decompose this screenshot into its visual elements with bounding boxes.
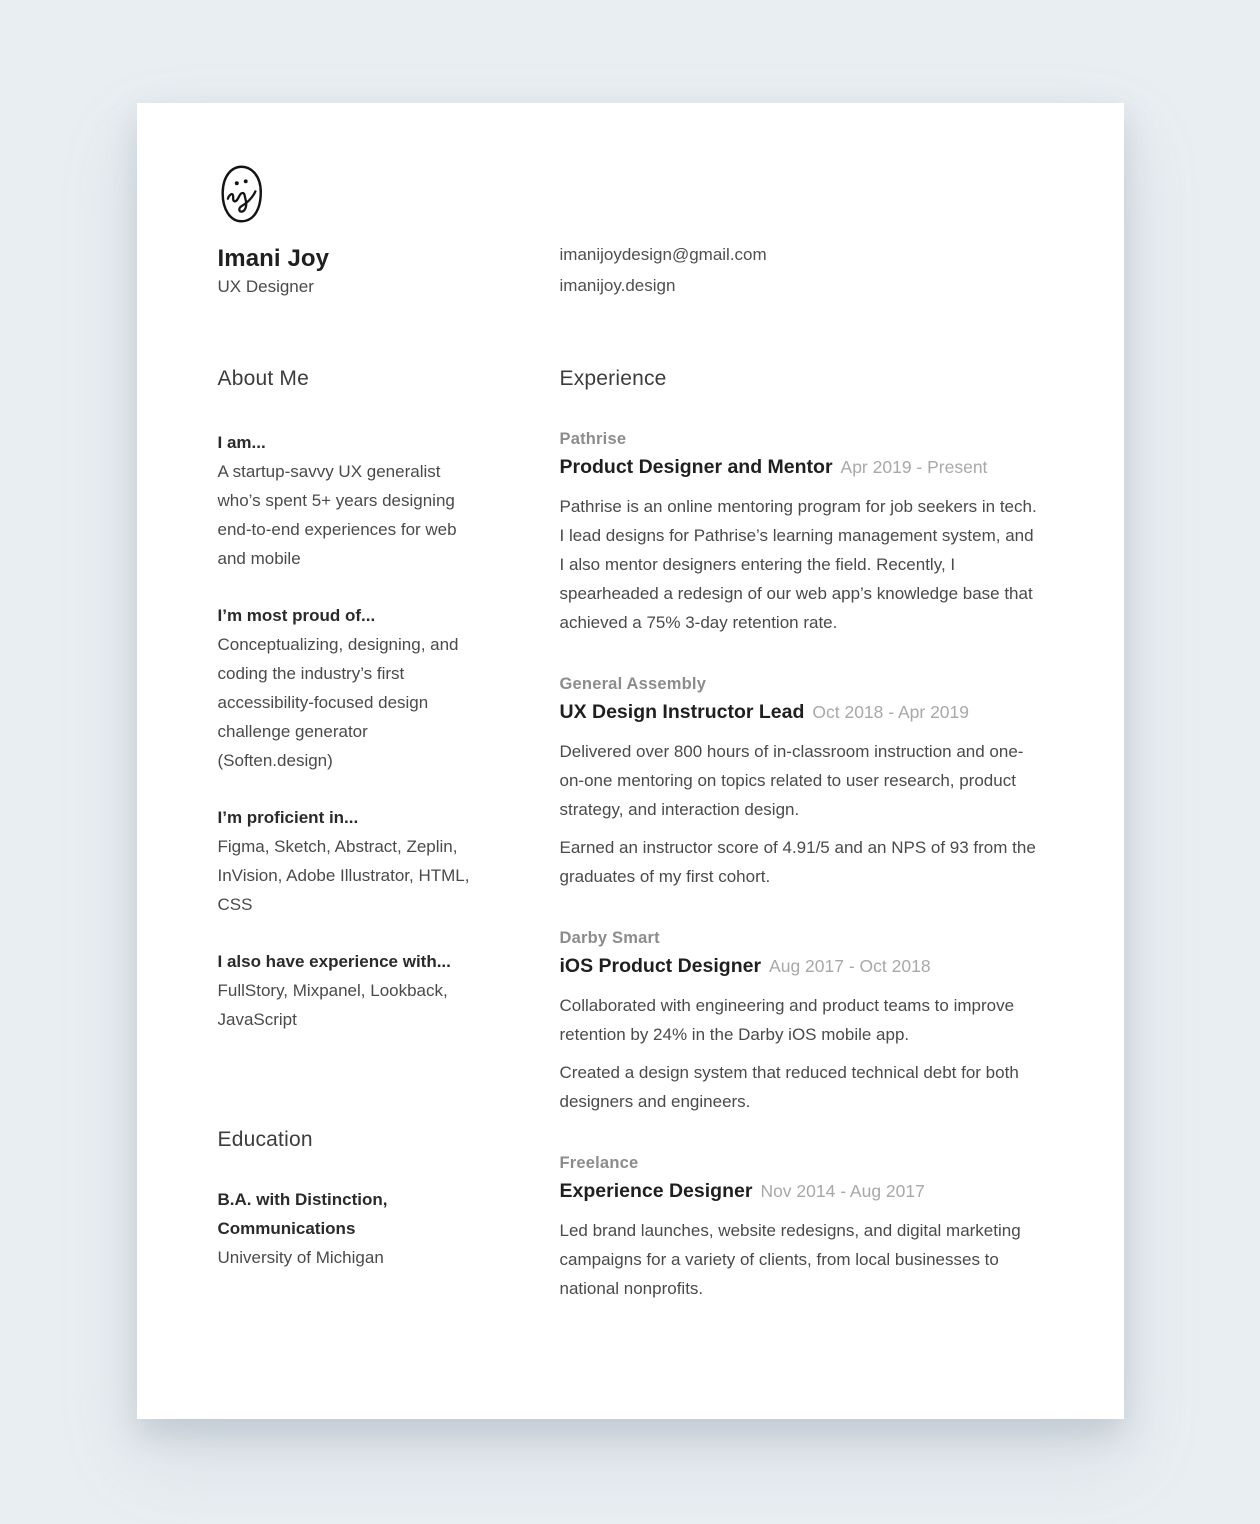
job-entry-darby-smart <box>560 927 1043 1116</box>
right-column <box>560 365 1043 1339</box>
job-entry-general-assembly <box>560 673 1043 891</box>
job-role-line <box>560 1178 1043 1206</box>
education-entry <box>218 1185 488 1272</box>
education-heading: Education <box>217 1128 313 1152</box>
about-me-heading: About Me <box>217 367 309 391</box>
job-description: Pathrise is an online mentoring program for job seekers in tech. I lead designs for Pathrise’s learning management system, and I also mentor designers entering the field. Recently, I spearheaded a redesign of our web app’s knowledge base that achieved a 75% 3-day retention rate. <box>559 497 1037 633</box>
job-description: Collaborated with engineering and product teams to improve retention by 24% in the Darby iOS mobile app. <box>559 996 1015 1045</box>
about-item-i-am <box>218 428 488 573</box>
job-description: Led brand launches, website redesigns, and digital marketing campaigns for a variety of clients, from local businesses to national nonprofits. <box>559 1221 1021 1299</box>
contact-email: imanijoydesign@gmail.com <box>559 245 767 265</box>
contact-website: imanijoy.design <box>559 276 676 296</box>
about-item-experience-with <box>218 947 488 1034</box>
job-role: Experience Designer <box>559 1180 753 1203</box>
job-role: Product Designer and Mentor <box>559 456 833 479</box>
person-name: Imani Joy <box>217 245 330 272</box>
job-role: UX Design Instructor Lead <box>559 701 805 724</box>
job-dates: Oct 2018 - Apr 2019 <box>812 702 970 723</box>
about-item-text: FullStory, Mixpanel, Lookback, JavaScript <box>217 981 448 1030</box>
about-item-proficient-in <box>218 803 488 919</box>
resume-header <box>218 163 1043 301</box>
job-role: iOS Product Designer <box>559 955 762 978</box>
education-school: University of Michigan <box>217 1248 384 1268</box>
job-company: Darby Smart <box>559 929 660 948</box>
job-company: Freelance <box>559 1154 639 1173</box>
about-item-label: I’m most proud of... <box>217 606 376 626</box>
about-item-label: I am... <box>217 433 266 453</box>
contact-block <box>560 239 1043 301</box>
job-description: Earned an instructor score of 4.91/5 and an NPS of 93 from the graduates of my first cohort. <box>559 838 1036 887</box>
about-item-text: Figma, Sketch, Abstract, Zeplin, InVision, Adobe Illustrator, HTML, CSS <box>217 837 470 915</box>
resume-body <box>218 365 1043 1339</box>
job-role-line <box>560 699 1043 727</box>
job-entry-freelance <box>560 1152 1043 1303</box>
experience-heading: Experience <box>559 367 667 391</box>
about-item-text: A startup-savvy UX generalist who’s spent 5+ years designing end-to-end experiences for web and mobile <box>217 462 457 569</box>
about-item-text: Conceptualizing, designing, and coding the industry’s first accessibility-focused design challenge generator (Soften.design) <box>217 635 459 771</box>
ij-monogram-icon <box>218 163 265 225</box>
job-entry-pathrise <box>560 428 1043 637</box>
job-description: Created a design system that reduced technical debt for both designers and engineers. <box>559 1063 1019 1112</box>
resume-document <box>137 103 1124 1419</box>
job-role-line <box>560 953 1043 981</box>
about-item-proud-of <box>218 601 488 775</box>
job-company: Pathrise <box>559 430 627 449</box>
job-dates: Aug 2017 - Oct 2018 <box>769 956 931 977</box>
about-item-label: I’m proficient in... <box>217 808 359 828</box>
left-column <box>218 365 488 1339</box>
job-dates: Apr 2019 - Present <box>840 457 988 478</box>
identity-block <box>218 163 488 301</box>
job-company: General Assembly <box>559 675 707 694</box>
about-item-label: I also have experience with... <box>217 952 451 972</box>
job-role-line <box>560 454 1043 482</box>
person-job-title: UX Designer <box>217 277 314 297</box>
education-degree: B.A. with Distinction, Communications <box>217 1190 388 1239</box>
job-dates: Nov 2014 - Aug 2017 <box>760 1181 925 1202</box>
job-description: Delivered over 800 hours of in-classroom instruction and one-on-one mentoring on topics related to user research, product strategy, and interaction design. <box>559 742 1024 820</box>
